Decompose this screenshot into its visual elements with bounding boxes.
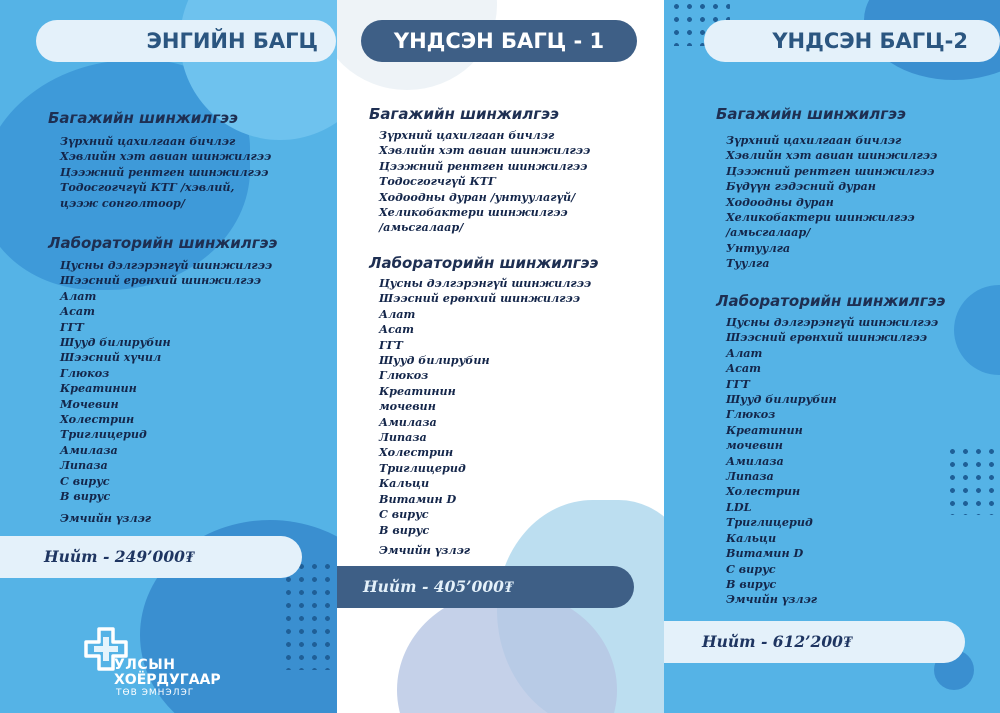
list-item: Хэвлийн хэт авиан шинжилгээ — [60, 149, 272, 164]
list-item: Креатинин — [60, 381, 137, 396]
panel-main-package-2 — [664, 0, 1000, 713]
logo-line-3: ТӨВ ЭМНЭЛЭГ — [116, 688, 195, 698]
instrumental-title: Багажийн шинжилгээ — [48, 109, 238, 127]
list-item: Бүдүүн гэдэсний дуран — [726, 179, 876, 194]
list-item: Ходоодны дуран /унтуулагүй/ — [379, 189, 576, 204]
list-item: С вирус — [379, 507, 429, 522]
price-text: Нийт - 612’200₮ — [702, 632, 853, 651]
lab-list — [60, 258, 272, 505]
list-item: Зүрхний цахилгаан бичлэг — [726, 133, 902, 147]
hospital-logo — [84, 627, 234, 703]
list-item: Креатинин — [379, 383, 456, 398]
list-item: Кальци — [379, 476, 430, 491]
list-item: Тодосгогчгүй КТГ /хэвлий, цээж сонголтоор/ — [60, 180, 235, 210]
list-item: В вирус — [60, 489, 111, 504]
list-item: Амилаза — [60, 442, 118, 457]
list-item: LDL — [726, 499, 752, 514]
list-item: Хэвлийн хэт авиан шинжилгээ — [379, 143, 591, 158]
list-item: Витамин D — [379, 491, 457, 506]
list-item: мочевин — [726, 438, 783, 453]
list-item: Хеликобактери шинжилгээ — [726, 210, 915, 225]
list-item: Алат — [379, 306, 416, 321]
list-item: Глюкоз — [379, 368, 429, 383]
instrumental-list — [60, 134, 270, 211]
list-item: С вирус — [726, 561, 776, 576]
instrumental-title: Багажийн шинжилгээ — [369, 105, 559, 123]
panel-basic-package — [0, 0, 337, 713]
doctor-consult: Эмчийн үзлэг — [60, 511, 152, 525]
decor-dots — [282, 560, 334, 670]
lab-title: Лабораторийн шинжилгээ — [48, 234, 278, 252]
lab-list — [379, 276, 591, 538]
list-item: Зүрхний цахилгаан бичлэг — [379, 128, 555, 142]
list-item: Туулга — [726, 256, 770, 271]
list-item: Асат — [60, 304, 96, 319]
list-item: Алат — [60, 288, 97, 303]
price-pill — [0, 536, 302, 578]
logo-line-1: УЛСЫН — [114, 657, 176, 673]
list-item: Шууд билирубин — [379, 353, 490, 368]
list-item: ГГТ — [379, 337, 403, 352]
price-pill — [337, 566, 634, 608]
list-item: Триглицерид — [60, 427, 147, 442]
lab-list — [726, 315, 938, 608]
list-item: ГГТ — [726, 376, 750, 391]
list-item: /амьсгалаар/ — [726, 225, 811, 240]
header-main-package-1 — [361, 20, 637, 62]
list-item: Зүрхний цахилгаан бичлэг — [60, 134, 236, 148]
instrumental-list — [379, 128, 590, 236]
price-text: Нийт - 405’000₮ — [363, 577, 514, 596]
list-item: Липаза — [60, 458, 108, 473]
list-item: Унтуулга — [726, 240, 791, 255]
list-item: мочевин — [379, 399, 436, 414]
list-item: Шээсний хүчил — [60, 350, 162, 365]
list-item: Липаза — [379, 430, 427, 445]
instrumental-title: Багажийн шинжилгээ — [716, 105, 906, 123]
list-item: Тодосгогчгүй КТГ — [379, 174, 496, 189]
list-item: Ходоодны дуран — [726, 194, 834, 209]
list-item: Шээсний ерөнхий шинжилгээ — [379, 291, 580, 306]
list-item: Витамин D — [726, 546, 804, 561]
list-item: Асат — [379, 322, 415, 337]
doctor-consult: Эмчийн үзлэг — [379, 543, 471, 557]
list-item: Хеликобактери шинжилгээ — [379, 205, 568, 220]
list-item: Цусны дэлгэрэнгүй шинжилгээ — [379, 276, 592, 290]
price-pill — [664, 621, 965, 663]
list-item: Глюкоз — [726, 407, 776, 422]
decor-dots — [946, 445, 1000, 515]
list-item: /амьсгалаар/ — [379, 220, 464, 235]
list-item: Креатинин — [726, 422, 803, 437]
lab-title: Лабораторийн шинжилгээ — [716, 292, 946, 310]
list-item: Шууд билирубин — [726, 392, 837, 407]
list-item: Триглицерид — [726, 515, 813, 530]
logo-line-2: ХОЁРДУГААР — [114, 672, 221, 688]
list-item: Асат — [726, 361, 762, 376]
list-item: Холестрин — [726, 484, 801, 499]
price-text: Нийт - 249’000₮ — [44, 547, 195, 566]
header-main-package-2 — [704, 20, 1000, 62]
list-item: Мочевин — [60, 396, 119, 411]
header-title: ҮНДСЭН БАГЦ - 1 — [393, 29, 605, 53]
list-item: Шээсний ерөнхий шинжилгээ — [60, 273, 261, 288]
list-item: Триглицерид — [379, 460, 466, 475]
list-item: Цусны дэлгэрэнгүй шинжилгээ — [60, 258, 273, 272]
list-item: Амилаза — [726, 453, 784, 468]
list-item: Липаза — [726, 469, 774, 484]
list-item: Шууд билирубин — [60, 335, 171, 350]
list-item: Шээсний ерөнхий шинжилгээ — [726, 330, 927, 345]
lab-title: Лабораторийн шинжилгээ — [369, 254, 599, 272]
list-item: ГГТ — [60, 319, 84, 334]
list-item: В вирус — [379, 522, 430, 537]
list-item: С вирус — [60, 473, 110, 488]
instrumental-list — [726, 133, 937, 272]
list-item: В вирус — [726, 576, 777, 591]
header-title: ҮНДСЭН БАГЦ-2 — [772, 29, 968, 53]
list-item: Глюкоз — [60, 365, 110, 380]
decor-blob — [954, 285, 1000, 375]
list-item: Алат — [726, 345, 763, 360]
list-item: Эмчийн үзлэг — [726, 592, 818, 607]
list-item: Амилаза — [379, 414, 437, 429]
list-item: Кальци — [726, 530, 777, 545]
list-item: Холестрин — [60, 412, 135, 427]
list-item: Цусны дэлгэрэнгүй шинжилгээ — [726, 315, 939, 329]
header-basic-package — [36, 20, 336, 62]
list-item: Холестрин — [379, 445, 454, 460]
list-item: Цээжний рентген шинжилгээ — [379, 158, 588, 173]
header-title: ЭНГИЙН БАГЦ — [146, 29, 318, 53]
list-item: Цээжний рентген шинжилгээ — [60, 164, 269, 179]
panel-main-package-1 — [337, 0, 664, 713]
list-item: Хэвлийн хэт авиан шинжилгээ — [726, 148, 938, 163]
list-item: Цээжний рентген шинжилгээ — [726, 163, 935, 178]
